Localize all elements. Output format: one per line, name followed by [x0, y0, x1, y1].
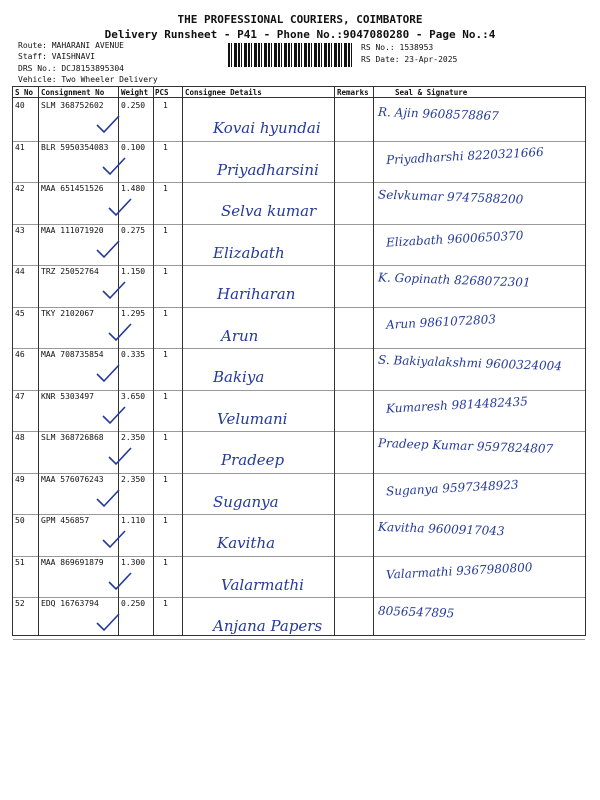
cell-weight: 0.250	[121, 599, 146, 608]
check-mark-icon	[101, 155, 129, 177]
rs-date: RS Date: 23-Apr-2025	[361, 55, 458, 64]
signature-handwriting: 8056547895	[377, 603, 455, 621]
consignee-handwriting: Valarmathi	[221, 575, 304, 594]
cell-sno: 51	[15, 557, 25, 567]
check-mark-icon	[107, 445, 135, 467]
cell-weight: 0.275	[121, 225, 146, 235]
cell-pcs: 1	[163, 350, 168, 359]
cell-pcs: 1	[163, 225, 168, 235]
signature-handwriting: S. Bakiyalakshmi 9600324004	[377, 352, 563, 374]
cell-consignment: KNR 5303497	[41, 391, 94, 401]
check-mark-icon	[101, 528, 129, 550]
rs-number: RS No.: 1538953	[361, 43, 434, 52]
consignee-handwriting: Elizabath	[213, 243, 285, 262]
table-row	[13, 514, 585, 556]
signature-handwriting: Arun 9861072803	[385, 311, 497, 332]
table-row	[13, 224, 585, 266]
check-mark-icon	[95, 113, 123, 135]
cell-consignment: GPM 456857	[41, 516, 90, 525]
cell-pcs: 1	[163, 267, 168, 276]
runsheet-title: Delivery Runsheet - P41 - Phone No.:9047080280 - Page No.:4	[104, 28, 496, 41]
cell-consignment: MAA 869691879	[41, 557, 104, 567]
cell-weight: 0.100	[121, 142, 146, 152]
cell-sno: 45	[15, 308, 25, 318]
col-header-remarks: Remarks	[337, 88, 369, 97]
check-mark-icon	[101, 404, 129, 426]
signature-handwriting: Kavitha 9600917043	[377, 519, 505, 539]
table-row	[13, 390, 585, 432]
cell-sno: 44	[15, 267, 25, 276]
cell-sno: 42	[15, 184, 25, 193]
cell-weight: 0.250	[121, 101, 146, 110]
company-title: THE PROFESSIONAL COURIERS, COIMBATORE	[177, 13, 423, 26]
check-mark-icon	[95, 611, 123, 633]
signature-handwriting: K. Gopinath 8268072301	[377, 270, 531, 290]
signature-handwriting: Selvkumar 9747588200	[377, 187, 524, 207]
signature-handwriting: R. Ajin 9608578867	[377, 104, 499, 124]
cell-weight: 1.300	[121, 557, 146, 567]
cell-sno: 43	[15, 225, 25, 235]
consignee-handwriting: Bakiya	[213, 368, 265, 386]
runsheet-table	[12, 86, 586, 636]
cell-weight: 1.480	[121, 184, 146, 193]
route-label: Route: MAHARANI AVENUE	[18, 41, 124, 50]
cell-pcs: 1	[163, 557, 168, 567]
cell-pcs: 1	[163, 391, 168, 401]
cell-sno: 52	[15, 599, 25, 608]
cell-pcs: 1	[163, 101, 168, 110]
consignee-handwriting: Selva kumar	[221, 202, 317, 220]
cell-consignment: BLR 5950354083	[41, 142, 109, 152]
consignee-handwriting: Pradeep	[221, 451, 285, 469]
cell-consignment: TKY 2102067	[41, 308, 94, 318]
check-mark-icon	[107, 321, 135, 343]
col-header-consignment: Consignment No	[41, 88, 105, 97]
consignee-handwriting: Hariharan	[217, 285, 296, 303]
cell-pcs: 1	[163, 184, 168, 193]
cell-consignment: SLM 368726868	[41, 433, 104, 442]
cell-consignment: MAA 111071920	[41, 225, 104, 235]
cell-sno: 40	[15, 101, 25, 110]
staff-label: Staff: VAISHNAVI	[18, 52, 96, 61]
signature-handwriting: Kumaresh 9814482435	[385, 393, 529, 416]
col-header-weight: Weight	[121, 88, 149, 97]
cell-consignment: SLM 368752602	[41, 101, 104, 110]
cell-weight: 1.150	[121, 267, 146, 276]
check-mark-icon	[95, 487, 123, 509]
consignee-handwriting: Priyadharsini	[217, 160, 319, 179]
check-mark-icon	[95, 238, 123, 260]
signature-handwriting: Priyadharshi 8220321666	[385, 144, 545, 167]
cell-pcs: 1	[163, 516, 168, 525]
table-row	[13, 141, 585, 183]
cell-sno: 46	[15, 350, 25, 359]
consignee-handwriting: Kovai hyundai	[213, 119, 321, 137]
table-row	[13, 473, 585, 515]
cell-consignment: MAA 708735854	[41, 350, 104, 359]
cell-weight: 2.350	[121, 474, 146, 484]
table-row	[13, 265, 585, 307]
signature-handwriting: Valarmathi 9367980800	[385, 559, 533, 582]
check-mark-icon	[95, 362, 123, 384]
table-row	[13, 307, 585, 349]
barcode	[228, 43, 353, 67]
vehicle-label: Vehicle: Two Wheeler Delivery	[18, 75, 158, 84]
consignee-handwriting: Arun	[221, 326, 259, 345]
col-header-consignee: Consignee Details	[185, 88, 262, 97]
cell-sno: 41	[15, 142, 25, 152]
cell-pcs: 1	[163, 599, 168, 608]
cell-weight: 3.650	[121, 391, 146, 401]
cell-pcs: 1	[163, 474, 168, 484]
signature-handwriting: Suganya 9597348923	[385, 477, 519, 498]
col-header-sno: S No	[15, 88, 34, 97]
cell-sno: 47	[15, 391, 25, 401]
cell-weight: 1.110	[121, 516, 146, 525]
check-mark-icon	[107, 196, 135, 218]
cell-pcs: 1	[163, 142, 168, 152]
check-mark-icon	[101, 279, 129, 301]
consignee-handwriting: Suganya	[213, 492, 279, 511]
cell-consignment: MAA 576076243	[41, 474, 104, 484]
cell-sno: 48	[15, 433, 25, 442]
cell-consignment: MAA 651451526	[41, 184, 104, 193]
cell-sno: 49	[15, 474, 25, 484]
cell-sno: 50	[15, 516, 25, 525]
consignee-handwriting: Anjana Papers	[213, 617, 323, 635]
cell-pcs: 1	[163, 308, 168, 318]
cell-weight: 0.335	[121, 350, 146, 359]
cell-pcs: 1	[163, 433, 168, 442]
table-row	[13, 597, 585, 639]
drs-label: DRS No.: DCJ8153895304	[18, 64, 124, 73]
table-row	[13, 431, 585, 473]
consignee-handwriting: Kavitha	[217, 534, 276, 552]
table-row	[13, 556, 585, 598]
cell-consignment: EDQ 16763794	[41, 599, 99, 608]
signature-handwriting: Pradeep Kumar 9597824807	[377, 435, 554, 457]
table-row	[13, 348, 585, 390]
table-row	[13, 99, 585, 141]
signature-handwriting: Elizabath 9600650370	[385, 227, 524, 250]
table-row	[13, 182, 585, 224]
consignee-handwriting: Velumani	[217, 409, 288, 428]
check-mark-icon	[107, 570, 135, 592]
col-header-seal: Seal & Signature	[395, 88, 468, 97]
cell-weight: 2.350	[121, 433, 146, 442]
col-header-pcs: PCS	[155, 88, 169, 97]
cell-weight: 1.295	[121, 308, 146, 318]
cell-consignment: TRZ 25052764	[41, 267, 99, 276]
